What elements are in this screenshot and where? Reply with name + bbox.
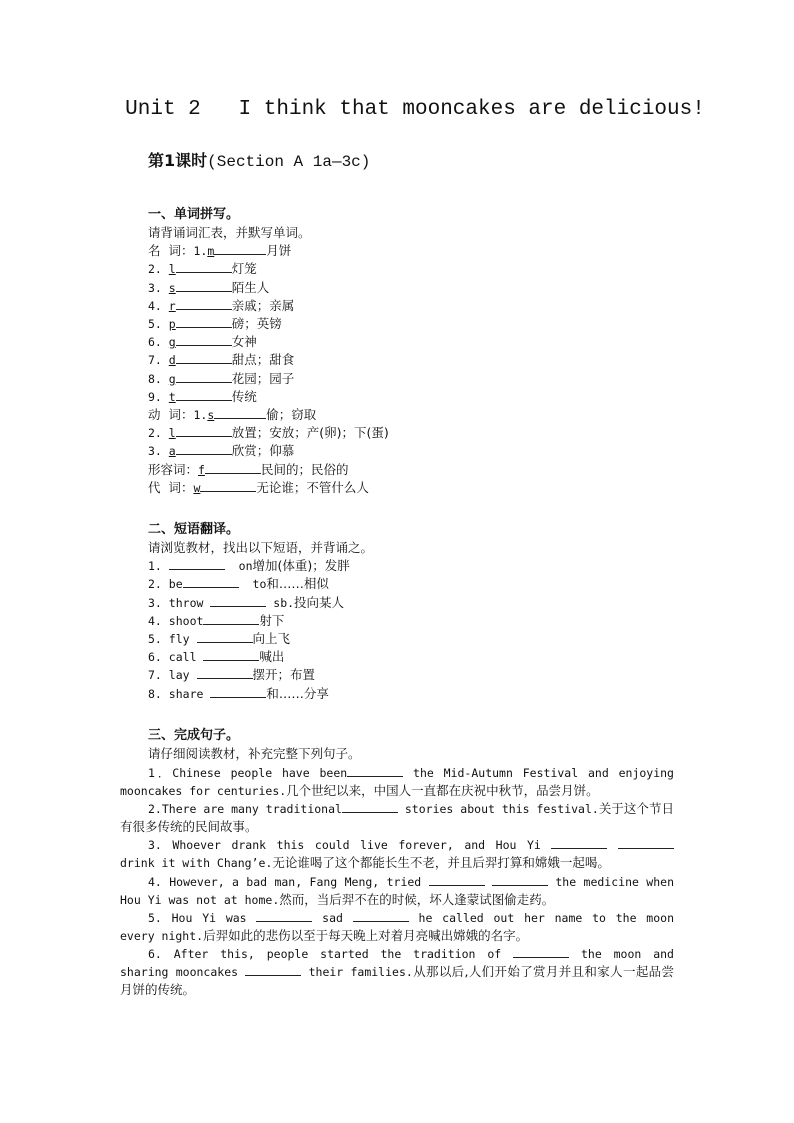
- noun-item[interactable]: 名 词：1.m 月饼: [148, 243, 292, 259]
- section-word-spelling: [148, 206, 678, 497]
- answer-blank: [169, 557, 225, 570]
- answer-blank: [176, 260, 232, 273]
- answer-blank: [205, 461, 261, 474]
- section-instructions: 请背诵词汇表，并默写单词。: [148, 225, 311, 240]
- phrase-item[interactable]: 3. throw sb.投向某人: [148, 594, 345, 610]
- verb-item[interactable]: 3. a 欣赏；仰慕: [148, 443, 295, 459]
- answer-blank: [176, 279, 232, 292]
- section-instructions: 请浏览教材，找出以下短语，并背诵之。: [148, 540, 374, 555]
- answer-blank: [176, 315, 232, 328]
- phrase-item[interactable]: 5. fly 向上飞: [148, 631, 291, 647]
- answer-blank: [214, 406, 266, 419]
- phrase-item[interactable]: 1. on增加(体重)；发胖: [148, 558, 350, 574]
- answer-blank: [429, 873, 485, 886]
- lesson-section: (Section A 1a—3c): [207, 153, 371, 171]
- answer-blank: [176, 297, 232, 310]
- answer-blank: [176, 442, 232, 455]
- sentence-item[interactable]: 2.There are many traditional stories about this festival.关于这个节日有很多传统的民间故事。: [120, 801, 674, 835]
- answer-blank: [551, 836, 607, 849]
- answer-blank: [176, 424, 232, 437]
- lesson-number: 第1课时: [148, 151, 208, 170]
- answer-blank: [256, 909, 312, 922]
- sentence-item[interactable]: 1．Chinese people have been the Mid-Autumn Festival and enjoying mooncakes for centuries.几个世纪以来，中国人一直都在庆祝中秋节，品尝月饼。: [120, 766, 674, 799]
- sentence-item[interactable]: 5. Hou Yi was sad he called out her name to the moon every night.后羿如此的悲伤以至于每天晚上对着月亮喊出嫦娥的名字。: [120, 911, 674, 944]
- answer-blank: [203, 648, 259, 661]
- answer-blank: [245, 963, 301, 976]
- lesson-heading: [148, 148, 370, 171]
- answer-blank: [197, 630, 253, 643]
- phrase-item[interactable]: 7. lay 摆开；布置: [148, 667, 316, 683]
- noun-item[interactable]: 3. s 陌生人: [148, 279, 270, 295]
- noun-item[interactable]: 9. t 传统: [148, 388, 257, 404]
- noun-item[interactable]: 5. p 磅；英镑: [148, 316, 282, 332]
- section-heading: 三、完成句子。: [148, 728, 240, 743]
- noun-item[interactable]: 8. g 花园；园子: [148, 370, 295, 386]
- adjective-item[interactable]: 形容词：f 民间的；民俗的: [148, 461, 349, 477]
- section-phrase-translation: [148, 521, 678, 703]
- answer-blank: [200, 479, 256, 492]
- answer-blank: [618, 836, 674, 849]
- verb-item[interactable]: 动 词：1.s 偷；窃取: [148, 407, 317, 423]
- answer-blank: [347, 764, 403, 777]
- answer-blank: [353, 909, 409, 922]
- answer-blank: [176, 351, 232, 364]
- noun-item[interactable]: 7. d 甜点；甜食: [148, 352, 295, 368]
- answer-blank: [210, 594, 266, 607]
- noun-item[interactable]: 2. l 灯笼: [148, 261, 257, 277]
- section-instructions: 请仔细阅读教材，补充完整下列句子。: [148, 746, 361, 761]
- answer-blank: [214, 242, 266, 255]
- unit-title: Unit 2 I think that mooncakes are delicious!: [125, 98, 705, 121]
- phrase-item[interactable]: 8. share 和……分享: [148, 685, 329, 701]
- phrase-item[interactable]: 6. call 喊出: [148, 649, 285, 665]
- phrase-item[interactable]: 2. be to和……相似: [148, 576, 329, 592]
- answer-blank: [176, 370, 232, 383]
- noun-item[interactable]: 4. r 亲戚；亲属: [148, 297, 295, 313]
- answer-blank: [176, 333, 232, 346]
- section-heading: 二、短语翻译。: [148, 522, 240, 537]
- answer-blank: [203, 612, 259, 625]
- sentence-item[interactable]: 4. However, a bad man, Fang Meng, tried the medicine when Hou Yi was not at home.然而，当后羿不在的时候，坏人逢蒙试图偷走药。: [120, 875, 674, 908]
- sentence-item[interactable]: 6. After this, people started the tradition of the moon and sharing mooncakes their families.从那以后,人们开始了赏月并且和家人一起品尝月饼的传统。: [120, 947, 675, 998]
- answer-blank: [210, 685, 266, 698]
- answer-blank: [176, 388, 232, 401]
- answer-blank: [197, 666, 253, 679]
- noun-item[interactable]: 6. g 女神: [148, 334, 257, 350]
- section-complete-sentences: [148, 727, 678, 763]
- pronoun-item[interactable]: 代 词：w 无论谁；不管什么人: [148, 479, 369, 495]
- answer-blank: [342, 800, 398, 813]
- answer-blank: [513, 945, 569, 958]
- phrase-item[interactable]: 4. shoot 射下: [148, 612, 285, 628]
- sentence-item[interactable]: 3. Whoever drank this could live forever, and Hou Yi drink it with Chang’e.无论谁喝了这个都能长生不老，并且后羿打算和嫦娥一起喝。: [120, 836, 674, 872]
- answer-blank: [492, 873, 548, 886]
- section-heading: 一、单词拼写。: [148, 207, 240, 222]
- answer-blank: [183, 575, 239, 588]
- verb-item[interactable]: 2. l 放置；安放；产(卵)；下(蛋): [148, 425, 389, 441]
